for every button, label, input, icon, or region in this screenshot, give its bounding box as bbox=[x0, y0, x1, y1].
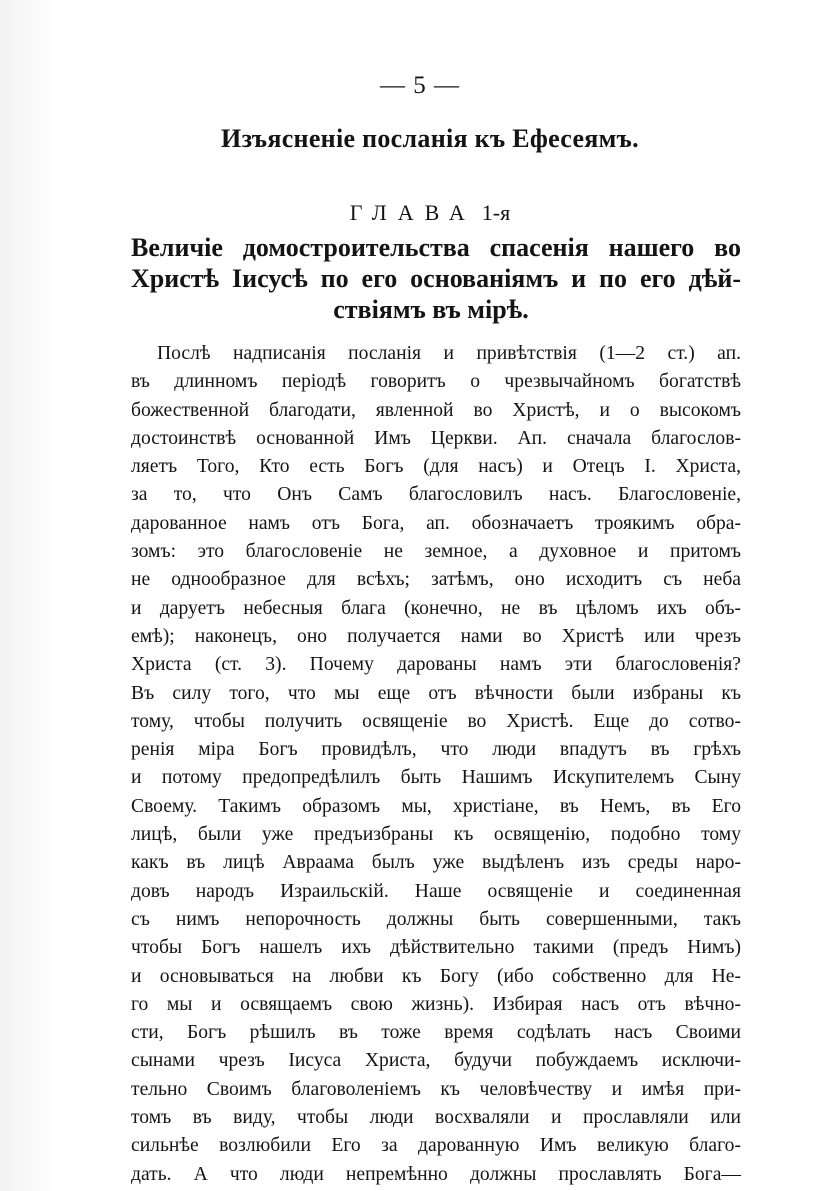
body-line: сынами чрезъ Іисуса Христа, будучи побуждаемъ исключи- bbox=[131, 1050, 741, 1072]
chapter-subheading bbox=[131, 232, 741, 325]
subheading-line: Христѣ Іисусѣ по его основаніямъ и по его дѣй- bbox=[131, 264, 741, 293]
body-line: Своему. Такимъ образомъ мы, христіане, въ Немъ, въ Его bbox=[131, 795, 741, 817]
body-line: Послѣ надписанія посланія и привѣтствія (1—2 ст.) ап. bbox=[157, 343, 741, 364]
body-line: съ нимъ непорочность должны быть совершенными, такъ bbox=[131, 908, 741, 930]
body-line: емѣ); наконецъ, оно получается нами во Христѣ или чрезъ bbox=[131, 625, 741, 647]
page-heading: Изъясненіе посланія къ Ефесеямъ. bbox=[221, 124, 639, 153]
body-line: не однообразное для всѣхъ; затѣмъ, оно исходитъ съ неба bbox=[131, 569, 741, 591]
subheading-line: ствіямъ въ мірѣ. bbox=[333, 295, 529, 324]
body-line: сти, Богъ рѣшилъ въ тоже время содѣлать насъ Своими bbox=[131, 1022, 741, 1044]
body-line: божественной благодати, явленной во Христѣ, и о высокомъ bbox=[131, 399, 741, 421]
body-line: томъ въ виду, чтобы люди восхваляли и прославляли или bbox=[131, 1107, 741, 1129]
body-paragraph bbox=[131, 340, 741, 1189]
page-number: — 5 — bbox=[380, 72, 460, 99]
body-line: Христа (ст. 3). Почему дарованы намъ эти благословенія? bbox=[131, 654, 741, 676]
body-line: го мы и освящаемъ свою жизнь). Избирая насъ отъ вѣчно- bbox=[131, 993, 741, 1015]
body-line: чтобы Богъ нашелъ ихъ дѣйствительно такими (предъ Нимъ) bbox=[131, 937, 741, 959]
body-line: и даруетъ небесныя блага (конечно, не въ цѣломъ ихъ объ- bbox=[131, 597, 741, 619]
body-line: въ длинномъ періодѣ говоритъ о чрезвычайномъ богатствѣ bbox=[131, 371, 741, 393]
chapter-number: 1-я bbox=[481, 200, 511, 225]
body-line: довъ народъ Израильскій. Наше освященіе и соединенная bbox=[131, 880, 741, 902]
body-line: дарованное намъ отъ Бога, ап. обозначаетъ троякимъ обра- bbox=[131, 512, 741, 534]
body-line: и потому предопредѣлилъ быть Нашимъ Искупителемъ Сыну bbox=[131, 767, 741, 789]
body-line: зомъ: это благословеніе не земное, а духовное и притомъ bbox=[131, 541, 741, 563]
body-line: достоинствѣ основанной Имъ Церкви. Ап. сначала благослов- bbox=[131, 427, 741, 449]
body-line: тельно Своимъ благоволеніемъ къ человѣчеству и имѣя при- bbox=[131, 1078, 741, 1100]
body-line: и основываться на любви къ Богу (ибо собственно для Не- bbox=[131, 965, 741, 987]
chapter-word: ГЛАВА bbox=[349, 200, 476, 225]
body-line: какъ въ лицѣ Авраама былъ уже выдѣленъ изъ среды наро- bbox=[131, 852, 741, 874]
body-line: ляетъ Того, Кто есть Богъ (для насъ) и Отецъ І. Христа, bbox=[131, 456, 741, 478]
body-line: за то, что Онъ Самъ благословилъ насъ. Благословеніе, bbox=[131, 484, 741, 506]
subheading-line: Величіе домостроительства спасенія нашего во bbox=[131, 233, 741, 262]
body-line: Въ силу того, что мы еще отъ вѣчности были избраны къ bbox=[131, 682, 741, 704]
body-line: лицѣ, были уже предъизбраны къ освященію, подобно тому bbox=[131, 824, 741, 846]
body-line: тому, чтобы получить освященіе во Христѣ. Еще до сотво- bbox=[131, 710, 741, 732]
body-line: сильнѣе возлюбили Его за дарованную Имъ великую благо- bbox=[131, 1135, 741, 1157]
body-line: ренія міра Богъ провидѣлъ, что люди впадутъ въ грѣхъ bbox=[131, 739, 741, 761]
body-line: дать. А что люди непремѣнно должны прославлять Бога— bbox=[131, 1163, 741, 1185]
chapter-label bbox=[0, 200, 840, 226]
